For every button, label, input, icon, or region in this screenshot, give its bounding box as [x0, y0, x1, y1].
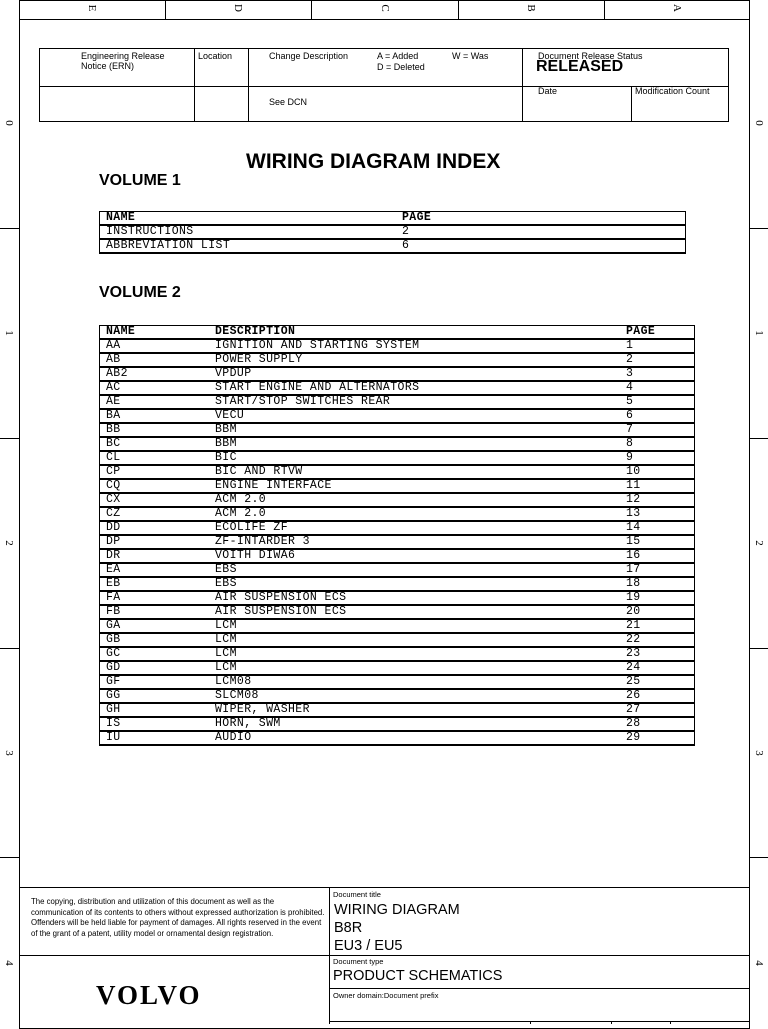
cell-page: 6 [620, 409, 695, 423]
cell-page: 13 [620, 507, 695, 521]
cell-page: 11 [620, 479, 695, 493]
cell-name: CL [100, 451, 210, 465]
ern-label: Engineering Release Notice (ERN) [81, 51, 165, 71]
row-marker: 1 [753, 330, 765, 336]
table-row [100, 225, 686, 239]
owner-domain-label: Owner domain:Document prefix [333, 991, 439, 1000]
cell-name: CP [100, 465, 210, 479]
cell-description: VOITH DIWA6 [209, 549, 620, 563]
cell-page: 1 [620, 339, 695, 353]
table-row [100, 661, 695, 675]
row-divider [750, 228, 768, 229]
cell-name: ABBREVIATION LIST [100, 239, 397, 253]
row-marker: 4 [3, 960, 15, 966]
cell-name: FA [100, 591, 210, 605]
cell-page: 12 [620, 493, 695, 507]
cell-name: EA [100, 563, 210, 577]
cell-page: 24 [620, 661, 695, 675]
footer-left-divider [19, 955, 330, 956]
cell-description: VECU [209, 409, 620, 423]
column-marker: C [379, 4, 391, 12]
table-header-row [100, 212, 686, 226]
column-strip-top [19, 0, 750, 1]
cell-description: LCM [209, 661, 620, 675]
table-row [100, 239, 686, 253]
cell-description: AIR SUSPENSION ECS [209, 591, 620, 605]
cell-page: 2 [396, 225, 686, 239]
table-row [100, 731, 695, 745]
cell-page: 18 [620, 577, 695, 591]
table-row [100, 479, 695, 493]
row-marker: 0 [753, 120, 765, 126]
column-marker: D [232, 4, 244, 12]
cell-name: GB [100, 633, 210, 647]
cell-description: EBS [209, 577, 620, 591]
column-strip-bottom [19, 19, 750, 20]
date-label: Date [538, 86, 558, 96]
cell-page: 5 [620, 395, 695, 409]
cell-page: 14 [620, 521, 695, 535]
cell-page: 7 [620, 423, 695, 437]
change-description-label: Change Description [269, 51, 349, 61]
row-marker: 3 [753, 750, 765, 756]
column-header-name: NAME [100, 326, 210, 340]
modification-count-label: Modification Count [635, 86, 710, 96]
cell-name: BC [100, 437, 210, 451]
table-row [100, 381, 695, 395]
header-row-divider [39, 86, 729, 87]
cell-description: POWER SUPPLY [209, 353, 620, 367]
table-row [100, 689, 695, 703]
volvo-logo: VOLVO [96, 980, 202, 1010]
row-marker: 2 [753, 540, 765, 546]
cell-page: 29 [620, 731, 695, 745]
cell-name: IS [100, 717, 210, 731]
cell-description: ECOLIFE ZF [209, 521, 620, 535]
column-header-page: PAGE [396, 212, 686, 226]
cell-name: CZ [100, 507, 210, 521]
column-divider [604, 0, 605, 19]
deleted-label: D = Deleted [377, 62, 425, 72]
table-row [100, 591, 695, 605]
cell-name: CX [100, 493, 210, 507]
cell-name: INSTRUCTIONS [100, 225, 397, 239]
cell-description: BIC AND RTVW [209, 465, 620, 479]
table-row [100, 367, 695, 381]
cell-description: BIC [209, 451, 620, 465]
cell-name: GA [100, 619, 210, 633]
cell-page: 15 [620, 535, 695, 549]
table-row [100, 493, 695, 507]
cell-name: BA [100, 409, 210, 423]
cell-name: DR [100, 549, 210, 563]
doc-title-label: Document title [333, 890, 381, 899]
doc-title [334, 901, 460, 955]
footer-right-divider [329, 1021, 750, 1022]
cell-page: 16 [620, 549, 695, 563]
was-label: W = Was [452, 51, 489, 61]
header-col-divider [522, 48, 523, 122]
cell-description: ZF-INTARDER 3 [209, 535, 620, 549]
cell-description: IGNITION AND STARTING SYSTEM [209, 339, 620, 353]
cell-page: 21 [620, 619, 695, 633]
row-divider [0, 438, 19, 439]
cell-page: 28 [620, 717, 695, 731]
table-row [100, 451, 695, 465]
column-header-description: DESCRIPTION [209, 326, 620, 340]
cell-name: AC [100, 381, 210, 395]
header-col-divider [631, 86, 632, 122]
column-divider [458, 0, 459, 19]
cell-description: LCM [209, 647, 620, 661]
table-row [100, 409, 695, 423]
row-divider [750, 857, 768, 858]
cell-description: SLCM08 [209, 689, 620, 703]
cell-page: 25 [620, 675, 695, 689]
row-divider [750, 438, 768, 439]
cell-name: AE [100, 395, 210, 409]
table-row [100, 633, 695, 647]
volume1-table [99, 211, 686, 254]
release-status-label: Document Release Status [538, 51, 643, 61]
footer-right-divider [329, 988, 750, 989]
cell-page: 27 [620, 703, 695, 717]
cell-description: BBM [209, 423, 620, 437]
volume1-heading: VOLUME 1 [99, 172, 181, 189]
table-header-row [100, 326, 695, 340]
cell-name: GF [100, 675, 210, 689]
cell-description: BBM [209, 437, 620, 451]
row-marker: 3 [3, 750, 15, 756]
cell-page: 8 [620, 437, 695, 451]
cell-page: 2 [620, 353, 695, 367]
table-row [100, 437, 695, 451]
cell-page: 10 [620, 465, 695, 479]
cell-name: CQ [100, 479, 210, 493]
cell-name: EB [100, 577, 210, 591]
cell-page: 23 [620, 647, 695, 661]
cell-description: VPDUP [209, 367, 620, 381]
cell-description: EBS [209, 563, 620, 577]
table-row [100, 507, 695, 521]
row-divider [750, 648, 768, 649]
cell-description: ACM 2.0 [209, 493, 620, 507]
table-row [100, 675, 695, 689]
cell-name: FB [100, 605, 210, 619]
table-row [100, 395, 695, 409]
cell-description: ENGINE INTERFACE [209, 479, 620, 493]
column-divider [165, 0, 166, 19]
see-dcn-text: See DCN [269, 97, 308, 107]
doc-type-label: Document type [333, 957, 384, 966]
cell-name: AB2 [100, 367, 210, 381]
column-header-name: NAME [100, 212, 397, 226]
cell-page: 17 [620, 563, 695, 577]
table-row [100, 353, 695, 367]
cell-name: DD [100, 521, 210, 535]
column-header-page: PAGE [620, 326, 695, 340]
cell-name: GD [100, 661, 210, 675]
table-row [100, 703, 695, 717]
row-marker: 0 [3, 120, 15, 126]
cell-name: AB [100, 353, 210, 367]
cell-page: 26 [620, 689, 695, 703]
cell-name: GC [100, 647, 210, 661]
table-row [100, 577, 695, 591]
cell-description: LCM [209, 619, 620, 633]
row-divider [0, 648, 19, 649]
row-marker: 1 [3, 330, 15, 336]
row-divider [0, 857, 19, 858]
table-row [100, 521, 695, 535]
row-marker: 4 [753, 960, 765, 966]
volume2-heading: VOLUME 2 [99, 284, 181, 301]
header-col-divider [194, 48, 195, 122]
cell-description: START ENGINE AND ALTERNATORS [209, 381, 620, 395]
doc-type: PRODUCT SCHEMATICS [333, 968, 503, 984]
location-label: Location [198, 51, 233, 61]
cell-page: 22 [620, 633, 695, 647]
table-row [100, 717, 695, 731]
added-label: A = Added [377, 51, 419, 61]
table-row [100, 619, 695, 633]
cell-name: GH [100, 703, 210, 717]
cell-description: AIR SUSPENSION ECS [209, 605, 620, 619]
table-row [100, 563, 695, 577]
footer-top-border [19, 887, 750, 888]
table-row [100, 423, 695, 437]
doc-title-line: EU3 / EU5 [334, 938, 403, 954]
table-row [100, 647, 695, 661]
cell-page: 9 [620, 451, 695, 465]
footer-right-divider [329, 955, 750, 956]
column-divider [749, 0, 750, 19]
table-row [100, 535, 695, 549]
cell-page: 20 [620, 605, 695, 619]
cell-name: GG [100, 689, 210, 703]
legal-notice: The copying, distribution and utilization of this document as well as the communication of its contents to others without expressed authorization is prohibited. Offenders will be held liable for payment of damages. All rights reserved in the event of the grant of a patent, utility model or ornamental design registration. [31, 897, 325, 938]
cell-description: AUDIO [209, 731, 620, 745]
cell-description: WIPER, WASHER [209, 703, 620, 717]
doc-title-line: WIRING DIAGRAM [334, 902, 460, 918]
table-row [100, 549, 695, 563]
table-row [100, 605, 695, 619]
cell-page: 19 [620, 591, 695, 605]
cell-description: START/STOP SWITCHES REAR [209, 395, 620, 409]
cell-page: 6 [396, 239, 686, 253]
cell-name: BB [100, 423, 210, 437]
row-marker: 2 [3, 540, 15, 546]
table-row [100, 465, 695, 479]
cell-name: AA [100, 339, 210, 353]
cell-page: 4 [620, 381, 695, 395]
table-row [100, 339, 695, 353]
cell-description: HORN, SWM [209, 717, 620, 731]
doc-title-line: B8R [334, 920, 363, 936]
column-marker: A [671, 4, 683, 12]
cell-description: LCM08 [209, 675, 620, 689]
cell-name: DP [100, 535, 210, 549]
column-divider [311, 0, 312, 19]
page-title: WIRING DIAGRAM INDEX [246, 150, 501, 173]
row-divider [0, 228, 19, 229]
cell-page: 3 [620, 367, 695, 381]
cell-description: LCM [209, 633, 620, 647]
cell-description: ACM 2.0 [209, 507, 620, 521]
column-marker: B [525, 4, 537, 12]
column-marker: E [86, 4, 98, 12]
volume2-table [99, 325, 695, 746]
header-col-divider [248, 48, 249, 122]
release-status-value: RELEASED [536, 58, 624, 75]
cell-name: IU [100, 731, 210, 745]
column-divider [19, 0, 20, 19]
